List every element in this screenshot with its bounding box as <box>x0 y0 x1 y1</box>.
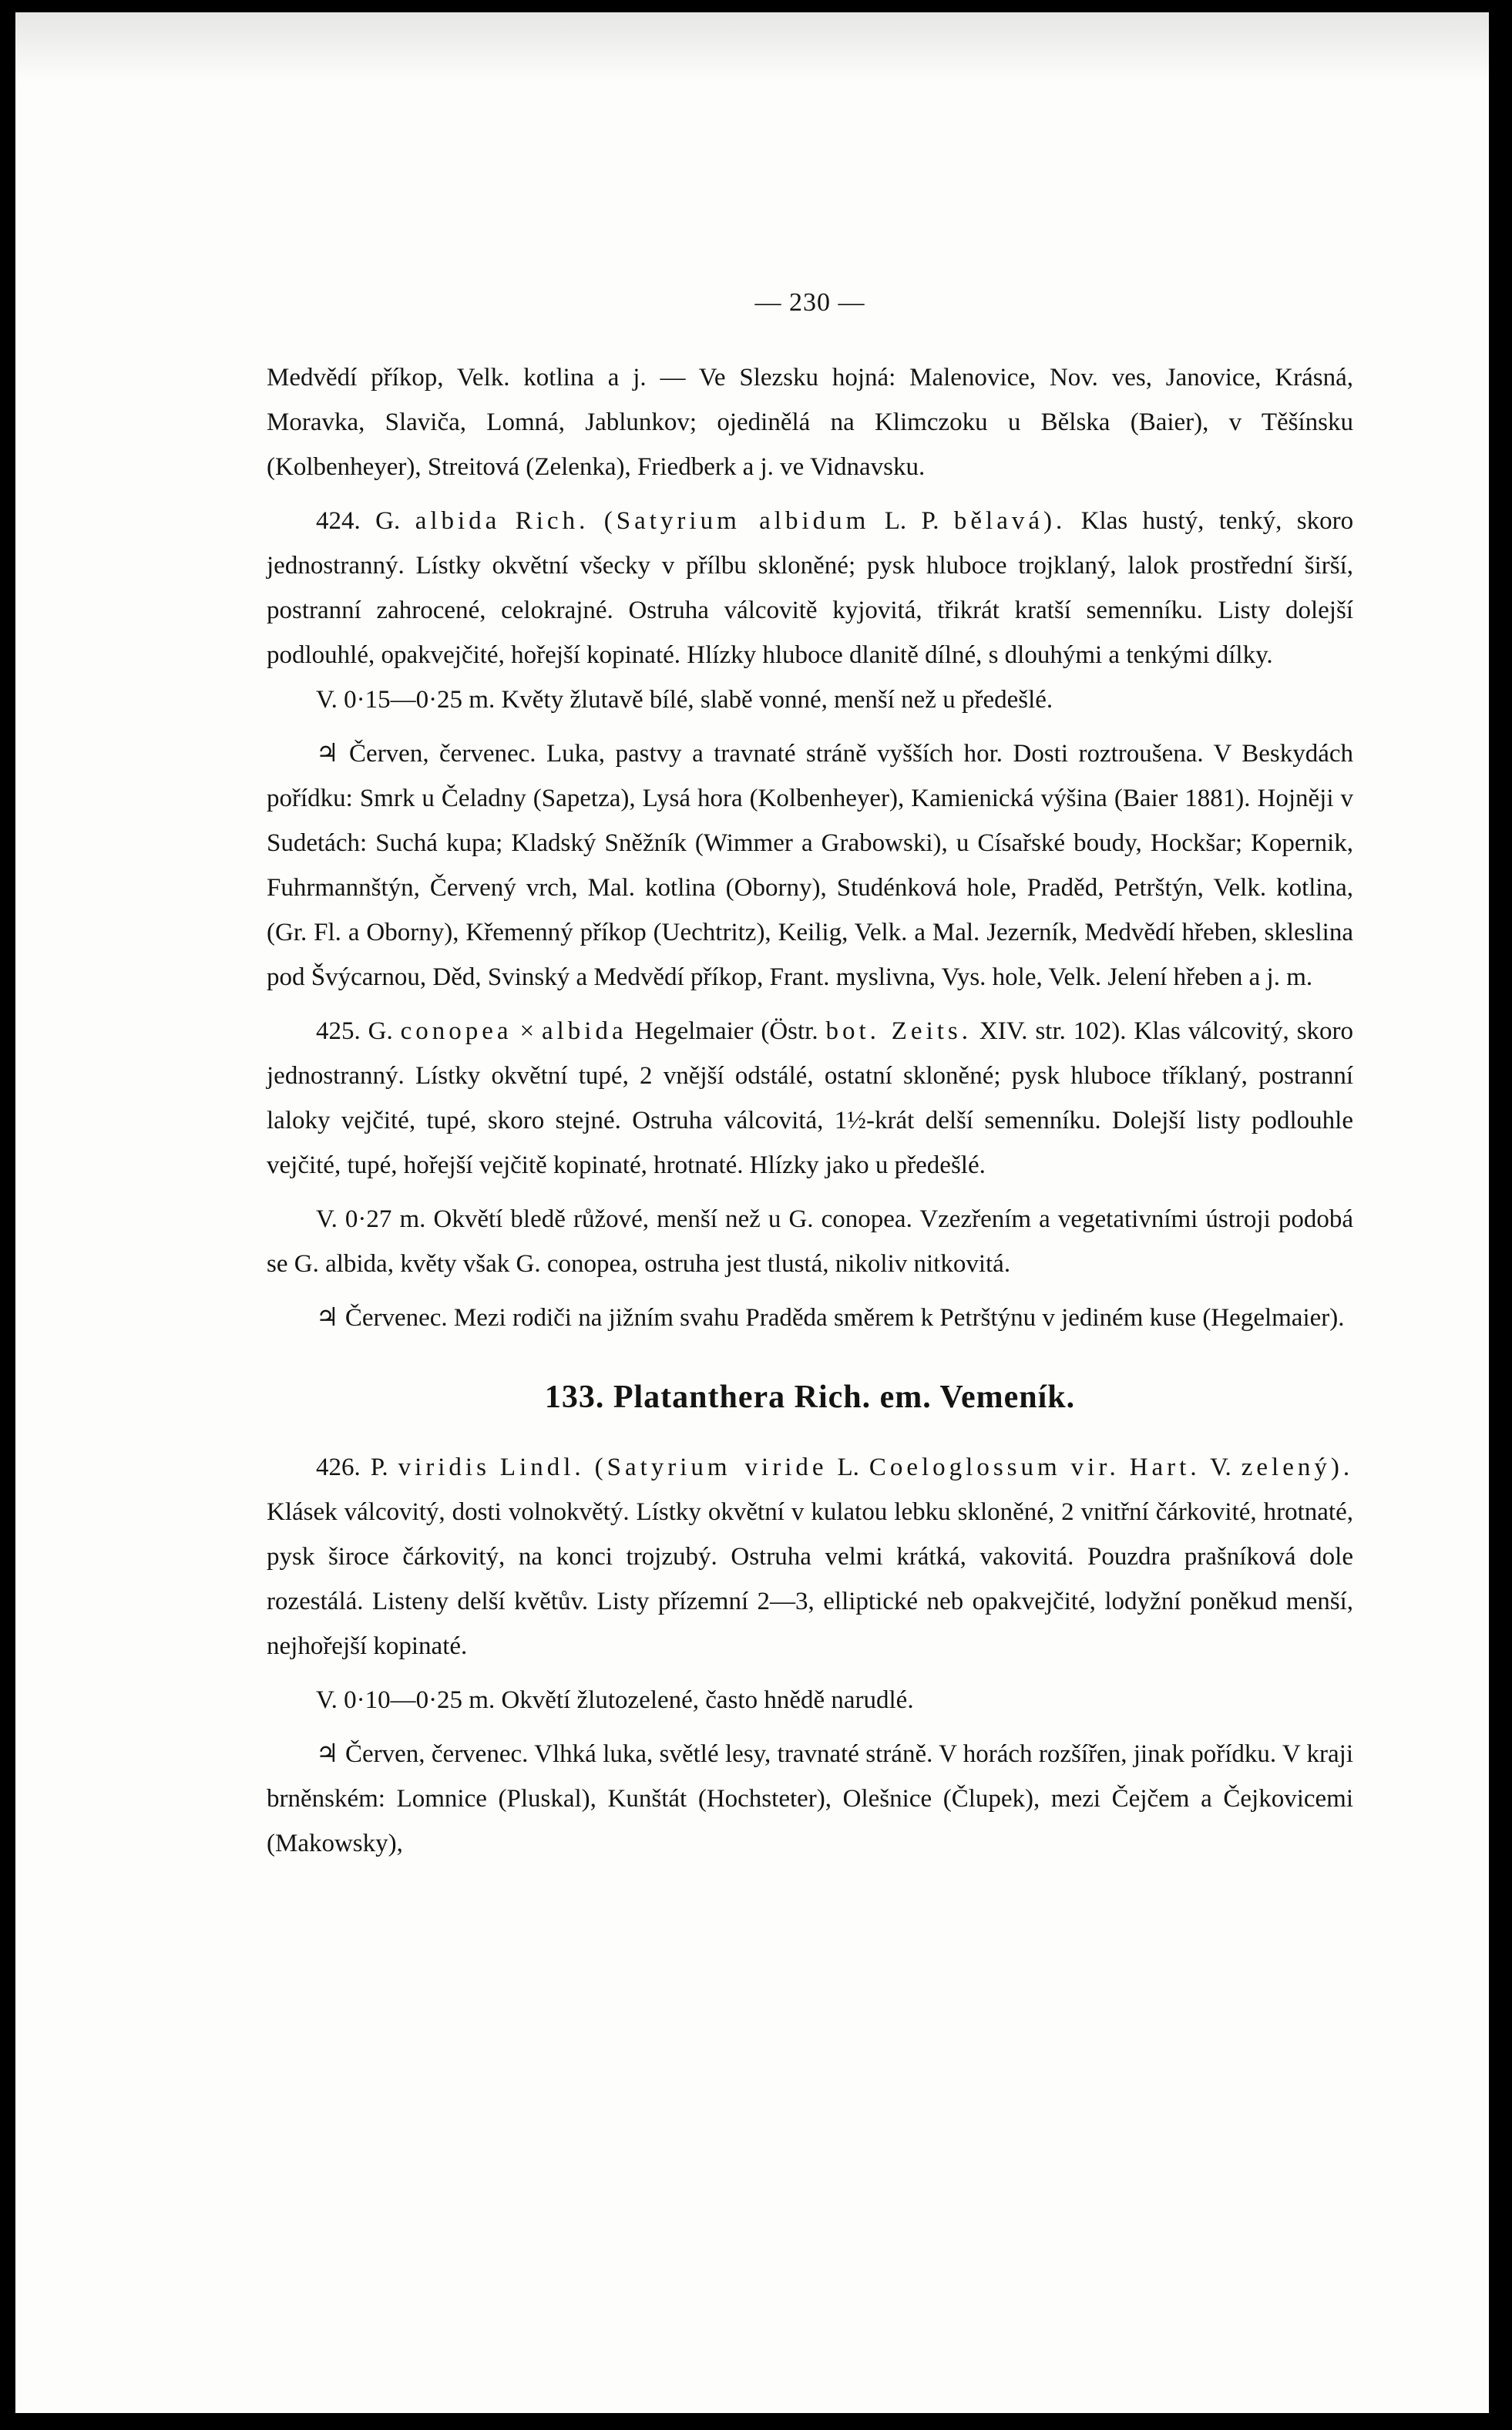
species-genus: G. <box>375 507 401 535</box>
paragraph-occurrence: ♃ Červenec. Mezi rodiči na jižním svahu Praděda směrem k Petrštýnu v jediném kuse (Hegelmaier). <box>316 1304 1345 1332</box>
species-425-paragraph <box>267 1009 1353 1188</box>
species-source: (Östr. <box>761 1017 818 1045</box>
book-page <box>15 12 1489 2413</box>
species-author: Hegelmaier <box>634 1017 754 1045</box>
page-edge-shadow <box>15 12 1489 82</box>
species-epithet: viridis <box>398 1454 490 1481</box>
text-body <box>267 288 1354 1866</box>
species-description: Klásek válcovitý, dosti volnokvětý. Lístky okvětní v kulatou lebku skloněné, 2 vnitřní čárkovité, hrotnaté, pysk široce čárkovitý, na konci trojzubý. Ostruha velmi krátká, vakovitá. Pouzdra prašníková dole rozestálá. Listeny delší květův. Listy přízemní 2—3, elliptické neb opakvejčité, lodyžní poněkud menší, nejhořejší kopinaté. <box>267 1498 1353 1660</box>
paragraph-comparison: V. 0·27 m. Okvětí bledě růžové, menší než u G. conopea. Vzezřením a vegetativními ústroji podobá se G. albida, květy však G. conopea, ostruha jest tlustá, nikoliv nitkovitá. <box>267 1205 1353 1278</box>
species-author: Lindl. <box>499 1454 585 1481</box>
paragraph-distribution: ♃ Červen, červenec. Luka, pastvy a travnaté stráně vyšších hor. Dosti roztroušena. V Beskydách pořídku: Smrk u Čeladny (Sapetza), Lysá hora (Kolbenheyer), Kamienická výšina (Baier 1881). Hojněji v Sudetách: Suchá kupa; Kladský Sněžník (Wimmer a Grabowski), u Císařské boudy, Hockšar; Kopernik, Fuhrmannštýn, Červený vrch, Mal. kotlina (Oborny), Studénková hole, Praděd, Petrštýn, Velk. kotlina, (Gr. Fl. a Oborny), Křemenný příkop (Uechtritz), Keilig, Velk. a Mal. Jezerník, Medvědí hřeben, skleslina pod Švýcarnou, Děd, Svinský a Medvědí příkop, Frant. myslivna, Vys. hole, Velk. Jelení hřeben a j. m. <box>267 740 1353 991</box>
species-synonym-2: Coeloglossum <box>869 1454 1061 1481</box>
genus-heading: 133. Platanthera Rich. em. Vemeník. <box>544 1380 1076 1415</box>
species-czech-name: bělavá). <box>953 507 1067 535</box>
paragraph-locality-continuation: Medvědí příkop, Velk. kotlina a j. — Ve Slezsku hojná: Malenovice, Nov. ves, Janovice, Krásná, Moravka, Slaviča, Lomná, Jablunkov; ojedinělá na Klimczoku u Bělska (Baier), v Těšínsku (Kolbenheyer), Streitová (Zelenka), Friedberk a j. ve Vidnavsku. <box>267 364 1353 481</box>
species-synonym-2-epithet: vir. <box>1070 1454 1120 1481</box>
species-genus: G. <box>368 1017 393 1045</box>
species-synonym: (Satyrium viride <box>594 1454 828 1481</box>
paragraph-size: V. 0·15—0·25 m. Květy žlutavě bílé, slabě vonné, menší než u předešlé. <box>316 686 1053 714</box>
species-author: Rich. <box>515 507 590 535</box>
species-424-paragraph <box>267 499 1353 677</box>
species-synonym-2-author: Hart. <box>1129 1454 1201 1481</box>
species-426-paragraph <box>267 1445 1353 1669</box>
paragraph-size-426: V. 0·10—0·25 m. Okvětí žlutozelené, často hnědě narudlé. <box>316 1686 914 1714</box>
species-synonym-author: L. P. <box>884 507 939 535</box>
species-source-2: bot. Zeits. <box>825 1017 973 1045</box>
species-number: 424. <box>316 507 361 535</box>
species-number: 426. <box>316 1454 361 1481</box>
species-synonym-author: L. <box>837 1454 859 1481</box>
hybrid-cross-symbol: × <box>519 1017 535 1045</box>
species-description: XIV. str. 102). Klas válcovitý, skoro jednostranný. Lístky okvětní tupé, 2 vnější odstálé, ostatní skloněné; pysk hluboce tříklaný, postranní laloky vejčité, tupé, skoro stejné. Ostruha válcovitá, 1½-krát delší semenníku. Dolejší listy podlouhle vejčité, tupé, hořejší vejčitě kopinaté, hrotnaté. Hlízky jako u předešlé. <box>267 1017 1354 1179</box>
species-epithet-2: albida <box>541 1017 627 1045</box>
species-synonym: (Satyrium albidum <box>603 507 870 535</box>
species-czech-prefix: V. <box>1209 1454 1231 1481</box>
species-description: Klas hustý, tenký, skoro jednostranný. Lístky okvětní všecky v přílbu skloněné; pysk hluboce trojklaný, lalok prostřední širší, postranní zahrocené, celokrajné. Ostruha válcovitě kyjovitá, třikrát kratší semenníku. Listy dolejší podlouhlé, opakvejčité, hořejší kopinaté. Hlízky hluboce dlanitě dílné, s dlouhými a tenkými dílky. <box>267 507 1354 669</box>
species-czech-name: zelený). <box>1241 1454 1354 1481</box>
page-number: — 230 — <box>754 288 865 317</box>
species-genus: P. <box>370 1454 388 1481</box>
species-epithet: conopea <box>400 1017 512 1045</box>
species-epithet: albida <box>415 507 501 535</box>
paragraph-distribution-426: ♃ Červen, červenec. Vlhká luka, světlé lesy, travnaté stráně. V horách rozšířen, jinak pořídku. V kraji brněnském: Lomnice (Pluskal), Kunštát (Hochsteter), Olešnice (Člupek), mezi Čejčem a Čejkovicemi (Makowsky), <box>267 1740 1353 1857</box>
species-number: 425. <box>316 1017 361 1045</box>
